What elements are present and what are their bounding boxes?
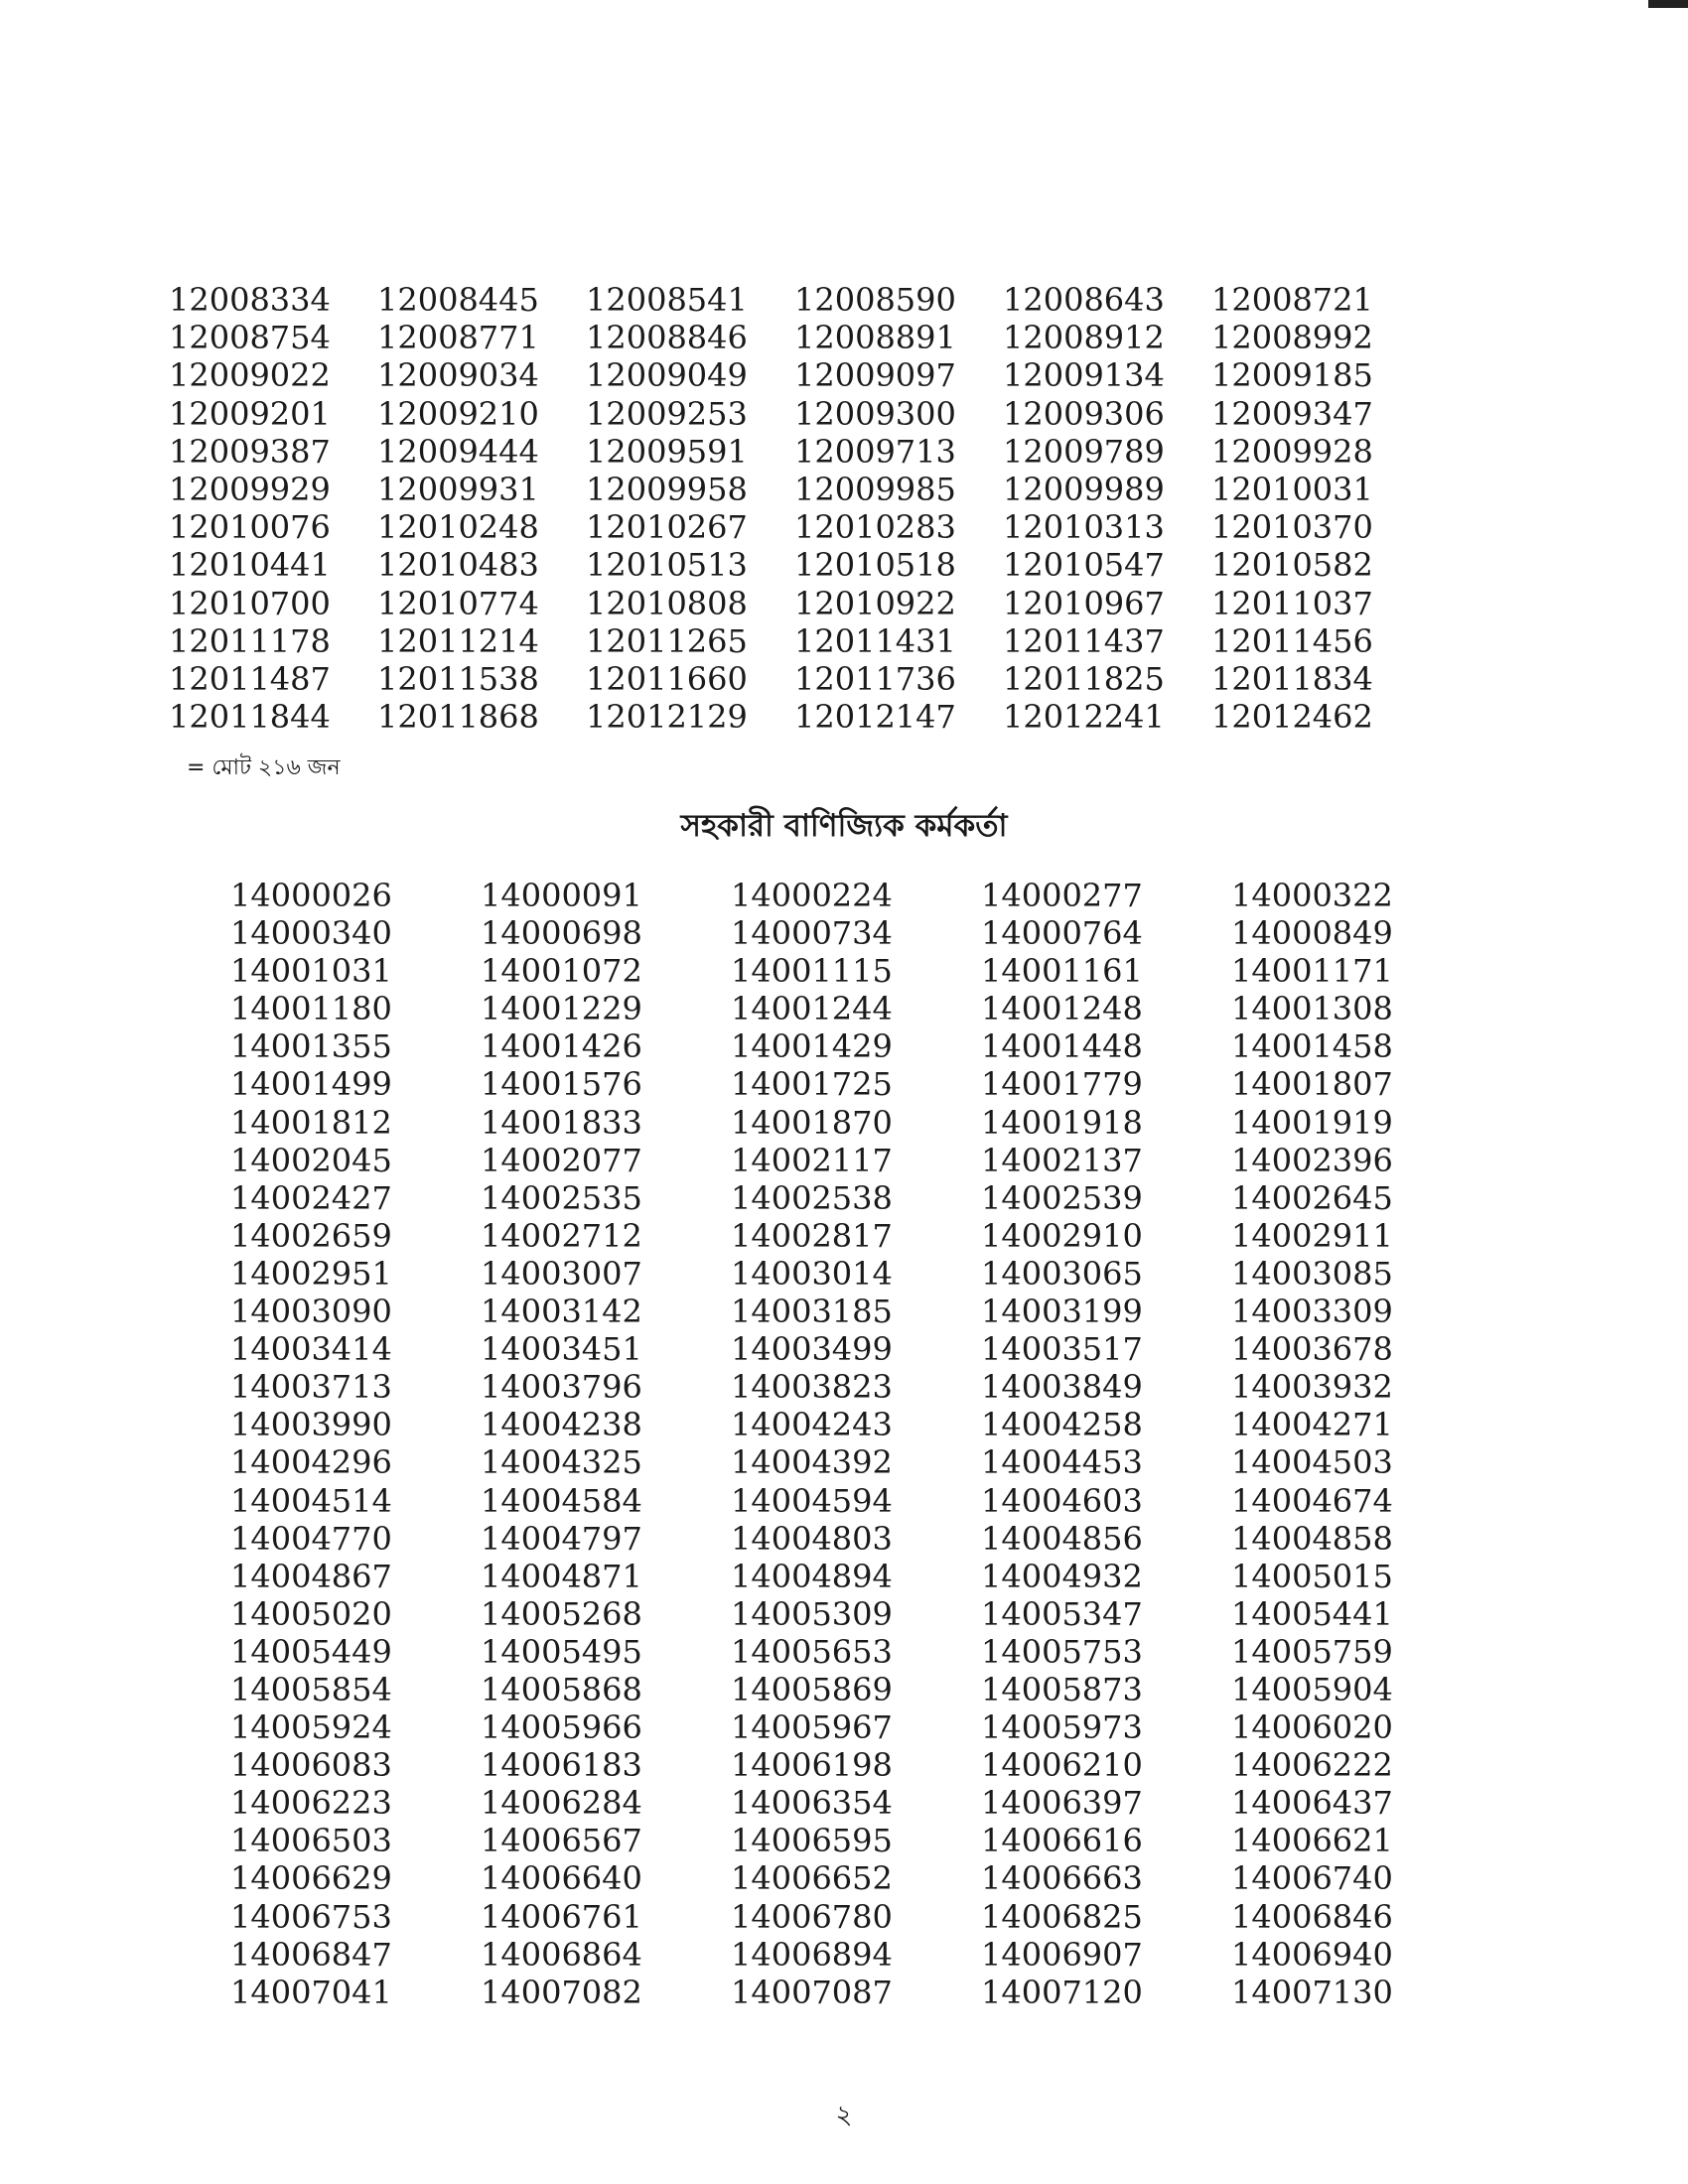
roll-number: 14004584 [481, 1481, 642, 1520]
roll-number: 12011456 [1211, 621, 1373, 660]
roll-number: 14002396 [1231, 1141, 1393, 1179]
roll-number: 14003142 [481, 1293, 642, 1331]
roll-number: 12010922 [794, 584, 956, 622]
roll-number: 12008590 [794, 281, 956, 319]
roll-number: 14004770 [230, 1519, 392, 1558]
roll-number: 14006780 [731, 1897, 893, 1936]
roll-number: 12008912 [1003, 319, 1165, 357]
roll-number: 14006020 [1231, 1708, 1393, 1747]
roll-number: 14000698 [481, 914, 642, 953]
roll-number: 14000026 [230, 877, 392, 914]
roll-number: 14001244 [731, 990, 893, 1028]
roll-number: 14006740 [1231, 1859, 1393, 1898]
roll-number: 14004932 [981, 1557, 1143, 1595]
roll-number: 12009591 [586, 432, 748, 471]
roll-number: 14006825 [981, 1897, 1143, 1936]
roll-number: 12009306 [1003, 394, 1165, 433]
roll-number: 12009387 [169, 432, 331, 471]
roll-number: 12009985 [794, 470, 956, 508]
roll-number: 14007120 [981, 1973, 1143, 2011]
roll-number: 14003823 [731, 1368, 893, 1407]
section-title: সহকারী বাণিজ্যিক কর্মকর্তা [680, 808, 1008, 844]
roll-number: 14005904 [1231, 1670, 1393, 1708]
roll-number: 14005966 [481, 1708, 642, 1747]
total-count-note: = মোট ২১৬ জন [187, 755, 341, 780]
roll-number: 14003678 [1231, 1330, 1393, 1369]
roll-number: 14005869 [731, 1670, 893, 1708]
roll-number: 12010483 [377, 546, 539, 585]
roll-number: 12009253 [586, 394, 748, 433]
roll-number: 14000091 [481, 877, 642, 914]
roll-number: 14005449 [230, 1632, 392, 1671]
roll-number: 14001918 [981, 1103, 1143, 1142]
roll-number: 14004867 [230, 1557, 392, 1595]
roll-number: 14003007 [481, 1254, 642, 1293]
roll-number: 12009022 [169, 356, 331, 395]
roll-number: 14004871 [481, 1557, 642, 1595]
roll-number: 12008445 [377, 281, 539, 319]
roll-number: 14005653 [731, 1632, 893, 1671]
roll-number: 14007082 [481, 1973, 642, 2011]
roll-number: 14005309 [731, 1594, 893, 1633]
roll-number: 12010076 [169, 508, 331, 547]
roll-number: 14003849 [981, 1368, 1143, 1407]
roll-number: 14000277 [981, 877, 1143, 914]
roll-number: 14006223 [230, 1784, 392, 1823]
roll-number: 12010313 [1003, 508, 1165, 547]
roll-number: 12008754 [169, 319, 331, 357]
roll-number: 14006083 [230, 1746, 392, 1785]
roll-number: 12010513 [586, 546, 748, 585]
roll-number: 14001426 [481, 1027, 642, 1066]
roll-number: 12009789 [1003, 432, 1165, 471]
roll-number: 12011825 [1003, 659, 1165, 698]
roll-number: 12011178 [169, 621, 331, 660]
roll-number: 14006354 [731, 1784, 893, 1823]
roll-number: 12009097 [794, 356, 956, 395]
roll-number-grid-1 [169, 281, 1420, 736]
roll-number: 14005854 [230, 1670, 392, 1708]
roll-number: 12009034 [377, 356, 539, 395]
roll-number: 12011736 [794, 659, 956, 698]
roll-number: 14006621 [1231, 1822, 1393, 1860]
roll-number: 14006567 [481, 1822, 642, 1860]
roll-number: 14003796 [481, 1368, 642, 1407]
roll-number: 14005753 [981, 1632, 1143, 1671]
roll-number: 14006629 [230, 1859, 392, 1898]
roll-number: 12010547 [1003, 546, 1165, 585]
roll-number: 12009444 [377, 432, 539, 471]
roll-number: 12009958 [586, 470, 748, 508]
roll-number: 14005441 [1231, 1594, 1393, 1633]
roll-number: 12008643 [1003, 281, 1165, 319]
roll-number: 14006761 [481, 1897, 642, 1936]
roll-number: 14001779 [981, 1065, 1143, 1104]
roll-number: 14006847 [230, 1935, 392, 1974]
roll-number: 14001870 [731, 1103, 893, 1142]
roll-number: 12012147 [794, 698, 956, 737]
roll-number: 14003713 [230, 1368, 392, 1407]
roll-number: 12011265 [586, 621, 748, 660]
roll-number: 14003932 [1231, 1368, 1393, 1407]
roll-number: 12012462 [1211, 698, 1373, 737]
roll-number: 12010518 [794, 546, 956, 585]
roll-number: 12009928 [1211, 432, 1373, 471]
roll-number: 14001458 [1231, 1027, 1393, 1066]
roll-number: 14006864 [481, 1935, 642, 1974]
roll-number: 12010774 [377, 584, 539, 622]
roll-number: 12010967 [1003, 584, 1165, 622]
roll-number: 12011214 [377, 621, 539, 660]
roll-number: 12008541 [586, 281, 748, 319]
roll-number: 14002951 [230, 1254, 392, 1293]
roll-number: 12012241 [1003, 698, 1165, 737]
roll-number: 12009134 [1003, 356, 1165, 395]
roll-number: 14004453 [981, 1443, 1143, 1482]
roll-number: 14005495 [481, 1632, 642, 1671]
roll-number: 14005873 [981, 1670, 1143, 1708]
roll-number: 14002077 [481, 1141, 642, 1179]
roll-number: 12010267 [586, 508, 748, 547]
roll-number: 14004894 [731, 1557, 893, 1595]
roll-number: 12008992 [1211, 319, 1373, 357]
roll-number: 14005868 [481, 1670, 642, 1708]
roll-number: 14007087 [731, 1973, 893, 2011]
roll-number: 14003085 [1231, 1254, 1393, 1293]
roll-number: 14004797 [481, 1519, 642, 1558]
roll-number: 14005015 [1231, 1557, 1393, 1595]
roll-number: 12011660 [586, 659, 748, 698]
roll-number: 14006640 [481, 1859, 642, 1898]
roll-number: 12008891 [794, 319, 956, 357]
roll-number: 14006222 [1231, 1746, 1393, 1785]
roll-number: 14005759 [1231, 1632, 1393, 1671]
roll-number: 12008721 [1211, 281, 1373, 319]
roll-number: 12010031 [1211, 470, 1373, 508]
roll-number: 14004594 [731, 1481, 893, 1520]
roll-number: 12010441 [169, 546, 331, 585]
roll-number: 14006753 [230, 1897, 392, 1936]
roll-number: 14004392 [731, 1443, 893, 1482]
roll-number: 12008846 [586, 319, 748, 357]
roll-number: 14001072 [481, 952, 642, 991]
roll-number: 14001807 [1231, 1065, 1393, 1104]
roll-number: 14006907 [981, 1935, 1143, 1974]
roll-number: 14002911 [1231, 1216, 1393, 1255]
roll-number: 14000734 [731, 914, 893, 953]
roll-number: 14004238 [481, 1406, 642, 1444]
roll-number: 14000224 [731, 877, 893, 914]
roll-number: 12009347 [1211, 394, 1373, 433]
roll-number: 14002137 [981, 1141, 1143, 1179]
roll-number: 12010808 [586, 584, 748, 622]
roll-number: 14003090 [230, 1293, 392, 1331]
roll-number: 12011868 [377, 698, 539, 737]
roll-number: 14000764 [981, 914, 1143, 953]
roll-number: 14002712 [481, 1216, 642, 1255]
roll-number: 14001248 [981, 990, 1143, 1028]
roll-number: 14004296 [230, 1443, 392, 1482]
roll-number: 14002645 [1231, 1178, 1393, 1217]
roll-number: 12010582 [1211, 546, 1373, 585]
roll-number: 12011431 [794, 621, 956, 660]
roll-number: 14005924 [230, 1708, 392, 1747]
roll-number: 14003499 [731, 1330, 893, 1369]
roll-number: 14001576 [481, 1065, 642, 1104]
roll-number: 14004258 [981, 1406, 1143, 1444]
roll-number: 14001161 [981, 952, 1143, 991]
roll-number: 14006183 [481, 1746, 642, 1785]
roll-number: 14006595 [731, 1822, 893, 1860]
roll-number: 12012129 [586, 698, 748, 737]
roll-number: 14001919 [1231, 1103, 1393, 1142]
roll-number: 14005268 [481, 1594, 642, 1633]
roll-number: 14004243 [731, 1406, 893, 1444]
roll-number: 14005020 [230, 1594, 392, 1633]
scan-edge-mark [1648, 0, 1688, 8]
roll-number: 14003185 [731, 1293, 893, 1331]
roll-number: 12010283 [794, 508, 956, 547]
roll-number: 14001355 [230, 1027, 392, 1066]
roll-number: 14004858 [1231, 1519, 1393, 1558]
roll-number: 14001812 [230, 1103, 392, 1142]
roll-number: 14007041 [230, 1973, 392, 2011]
roll-number: 12011834 [1211, 659, 1373, 698]
roll-number: 12008771 [377, 319, 539, 357]
roll-number: 14003990 [230, 1406, 392, 1444]
roll-number: 14006284 [481, 1784, 642, 1823]
roll-number: 14005973 [981, 1708, 1143, 1747]
roll-number: 14003451 [481, 1330, 642, 1369]
roll-number: 12009989 [1003, 470, 1165, 508]
roll-number: 14006846 [1231, 1897, 1393, 1936]
roll-number: 14001725 [731, 1065, 893, 1104]
roll-number: 14004503 [1231, 1443, 1393, 1482]
roll-number: 12009300 [794, 394, 956, 433]
roll-number: 14006663 [981, 1859, 1143, 1898]
roll-number: 12011538 [377, 659, 539, 698]
roll-number: 14002538 [731, 1178, 893, 1217]
roll-number: 14002427 [230, 1178, 392, 1217]
roll-number: 14001448 [981, 1027, 1143, 1066]
roll-number: 14001833 [481, 1103, 642, 1142]
roll-number: 14001031 [230, 952, 392, 991]
roll-number: 14004674 [1231, 1481, 1393, 1520]
roll-number: 12009201 [169, 394, 331, 433]
roll-number: 12008334 [169, 281, 331, 319]
roll-number: 14002117 [731, 1141, 893, 1179]
roll-number: 12009185 [1211, 356, 1373, 395]
roll-number: 14000340 [230, 914, 392, 953]
roll-number: 14001308 [1231, 990, 1393, 1028]
roll-number: 14006652 [731, 1859, 893, 1898]
roll-number: 12010248 [377, 508, 539, 547]
roll-number: 14003309 [1231, 1293, 1393, 1331]
roll-number: 14006198 [731, 1746, 893, 1785]
roll-number: 14002659 [230, 1216, 392, 1255]
roll-number: 14001429 [731, 1027, 893, 1066]
roll-number: 14001115 [731, 952, 893, 991]
roll-number: 14000322 [1231, 877, 1393, 914]
roll-number: 14003199 [981, 1293, 1143, 1331]
roll-number: 14005347 [981, 1594, 1143, 1633]
roll-number: 14004271 [1231, 1406, 1393, 1444]
roll-number: 14006437 [1231, 1784, 1393, 1823]
roll-number: 12011487 [169, 659, 331, 698]
roll-number: 14004803 [731, 1519, 893, 1558]
roll-number: 14002910 [981, 1216, 1143, 1255]
roll-number: 14004514 [230, 1481, 392, 1520]
page-number: ২ [835, 2101, 853, 2130]
roll-number: 14005967 [731, 1708, 893, 1747]
roll-number: 14001180 [230, 990, 392, 1028]
roll-number: 12010370 [1211, 508, 1373, 547]
roll-number: 14006397 [981, 1784, 1143, 1823]
roll-number: 14001171 [1231, 952, 1393, 991]
roll-number: 14006894 [731, 1935, 893, 1974]
roll-number: 14004603 [981, 1481, 1143, 1520]
roll-number: 14004856 [981, 1519, 1143, 1558]
roll-number: 14006503 [230, 1822, 392, 1860]
roll-number: 14003517 [981, 1330, 1143, 1369]
roll-number: 12009929 [169, 470, 331, 508]
roll-number: 14006210 [981, 1746, 1143, 1785]
roll-number: 14001229 [481, 990, 642, 1028]
roll-number: 14002817 [731, 1216, 893, 1255]
roll-number: 12009931 [377, 470, 539, 508]
roll-number: 14004325 [481, 1443, 642, 1482]
roll-number: 12009210 [377, 394, 539, 433]
roll-number: 12011437 [1003, 621, 1165, 660]
roll-number: 12011037 [1211, 584, 1373, 622]
roll-number: 14007130 [1231, 1973, 1393, 2011]
roll-number: 12011844 [169, 698, 331, 737]
roll-number: 14002535 [481, 1178, 642, 1217]
roll-number: 12009713 [794, 432, 956, 471]
roll-number: 12009049 [586, 356, 748, 395]
roll-number: 14002539 [981, 1178, 1143, 1217]
roll-number: 14002045 [230, 1141, 392, 1179]
roll-number-grid-2 [230, 877, 1481, 2011]
roll-number: 14006940 [1231, 1935, 1393, 1974]
roll-number: 14000849 [1231, 914, 1393, 953]
roll-number: 14001499 [230, 1065, 392, 1104]
roll-number: 14003065 [981, 1254, 1143, 1293]
roll-number: 14006616 [981, 1822, 1143, 1860]
roll-number: 12010700 [169, 584, 331, 622]
roll-number: 14003414 [230, 1330, 392, 1369]
roll-number: 14003014 [731, 1254, 893, 1293]
